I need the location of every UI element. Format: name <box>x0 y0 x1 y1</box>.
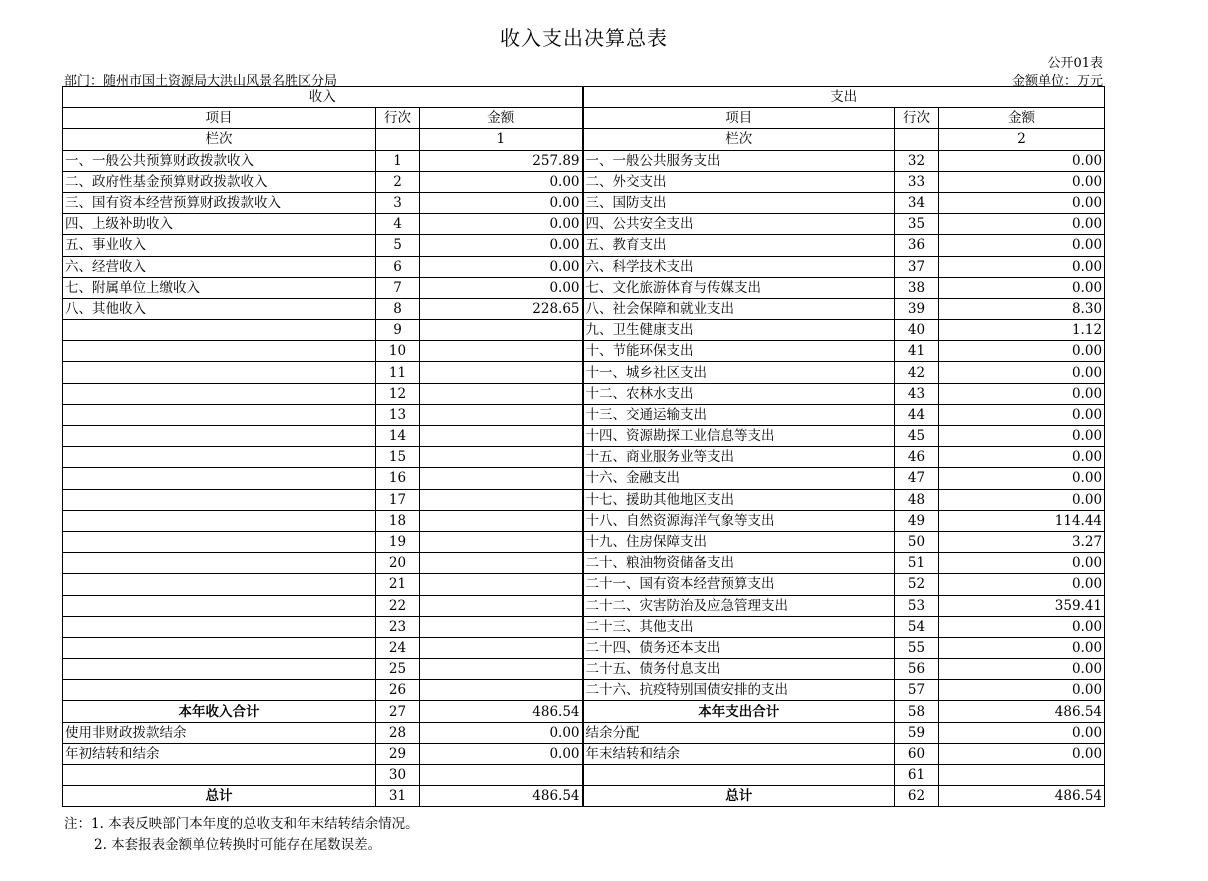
expense-item-cell: 二十三、其他支出 <box>583 616 895 637</box>
expense-item-cell: 二十二、灾害防治及应急管理支出 <box>583 595 895 616</box>
expense-amount-cell: 0.00 <box>939 680 1105 701</box>
expense-item-cell: 年末结转和结余 <box>583 743 895 764</box>
income-column-no: 1 <box>420 129 583 150</box>
expense-item-cell: 五、教育支出 <box>583 235 895 256</box>
table-row <box>63 468 1105 489</box>
expense-row-no-cell: 40 <box>895 320 939 341</box>
footnotes <box>64 814 419 856</box>
income-amount-cell: 0.00 <box>420 256 583 277</box>
expense-amount-cell: 3.27 <box>939 531 1105 552</box>
expense-item-cell: 十八、自然资源海洋气象等支出 <box>583 510 895 531</box>
income-item-cell <box>63 362 376 383</box>
expense-item-cell: 六、科学技术支出 <box>583 256 895 277</box>
expense-item-cell: 十二、农林水支出 <box>583 383 895 404</box>
income-row-no-cell: 23 <box>376 616 420 637</box>
amount-unit-label: 金额单位：万元 <box>1011 74 1103 89</box>
income-amount-cell: 0.00 <box>420 171 583 192</box>
income-row-no-cell: 15 <box>376 447 420 468</box>
expense-amount-cell: 0.00 <box>939 574 1105 595</box>
expense-row-no-cell: 49 <box>895 510 939 531</box>
expense-row-no-cell: 52 <box>895 574 939 595</box>
income-amount-cell <box>420 659 583 680</box>
table-row <box>63 298 1105 319</box>
income-row-no-cell: 27 <box>376 701 420 722</box>
income-item-cell <box>63 447 376 468</box>
expense-item-cell: 结余分配 <box>583 722 895 743</box>
income-amount-cell <box>420 404 583 425</box>
income-row-no-cell: 14 <box>376 426 420 447</box>
table-row <box>63 362 1105 383</box>
expense-section-header: 支出 <box>583 87 1105 108</box>
expense-amount-cell: 0.00 <box>939 192 1105 213</box>
income-amount-cell <box>420 468 583 489</box>
income-amount-cell <box>420 553 583 574</box>
expense-row-no-cell: 41 <box>895 341 939 362</box>
column-header-row <box>63 108 1105 129</box>
table-row <box>63 680 1105 701</box>
income-item-cell: 本年收入合计 <box>63 701 376 722</box>
table-row <box>63 341 1105 362</box>
income-amount-cell: 0.00 <box>420 722 583 743</box>
expense-row-no-cell: 55 <box>895 637 939 658</box>
income-amount-cell: 0.00 <box>420 743 583 764</box>
expense-item-cell: 十四、资源勘探工业信息等支出 <box>583 426 895 447</box>
income-amount-cell <box>420 765 583 786</box>
expense-row-no-cell: 32 <box>895 150 939 171</box>
income-item-cell <box>63 468 376 489</box>
income-row-no-cell: 16 <box>376 468 420 489</box>
expense-row-no-cell: 56 <box>895 659 939 680</box>
expense-item-cell: 二十一、国有资本经营预算支出 <box>583 574 895 595</box>
income-item-cell: 五、事业收入 <box>63 235 376 256</box>
income-item-cell <box>63 426 376 447</box>
table-row <box>63 722 1105 743</box>
income-column-no-blank <box>376 129 420 150</box>
expense-amount-cell: 0.00 <box>939 404 1105 425</box>
income-row-no-cell: 22 <box>376 595 420 616</box>
expense-row-no-cell: 59 <box>895 722 939 743</box>
income-item-cell: 一、一般公共预算财政拨款收入 <box>63 150 376 171</box>
income-column-no-label: 栏次 <box>63 129 376 150</box>
income-item-cell: 三、国有资本经营预算财政拨款收入 <box>63 192 376 213</box>
expense-row-no-cell: 61 <box>895 765 939 786</box>
expense-row-no-cell: 51 <box>895 553 939 574</box>
income-amount-cell <box>420 362 583 383</box>
expense-amount-cell: 0.00 <box>939 447 1105 468</box>
expense-item-cell: 三、国防支出 <box>583 192 895 213</box>
income-amount-cell <box>420 595 583 616</box>
report-title: 收入支出决算总表 <box>500 26 668 50</box>
income-amount-cell: 257.89 <box>420 150 583 171</box>
income-amount-cell: 0.00 <box>420 192 583 213</box>
expense-item-cell: 十七、援助其他地区支出 <box>583 489 895 510</box>
table-row <box>63 765 1105 786</box>
expense-column-no-blank <box>895 129 939 150</box>
expense-amount-cell: 0.00 <box>939 468 1105 489</box>
expense-row-no-cell: 47 <box>895 468 939 489</box>
income-row-no-header: 行次 <box>376 108 420 129</box>
table-row <box>63 404 1105 425</box>
income-row-no-cell: 20 <box>376 553 420 574</box>
income-row-no-cell: 4 <box>376 214 420 235</box>
income-item-cell <box>63 404 376 425</box>
income-item-cell <box>63 595 376 616</box>
income-amount-cell <box>420 574 583 595</box>
expense-amount-cell: 0.00 <box>939 341 1105 362</box>
expense-amount-cell: 0.00 <box>939 150 1105 171</box>
income-amount-cell: 486.54 <box>420 786 583 807</box>
table-row <box>63 447 1105 468</box>
expense-row-no-cell: 50 <box>895 531 939 552</box>
expense-item-cell: 九、卫生健康支出 <box>583 320 895 341</box>
expense-amount-cell: 0.00 <box>939 489 1105 510</box>
expense-amount-cell: 0.00 <box>939 743 1105 764</box>
income-amount-cell <box>420 637 583 658</box>
expense-row-no-cell: 33 <box>895 171 939 192</box>
table-row <box>63 616 1105 637</box>
expense-row-no-cell: 37 <box>895 256 939 277</box>
income-row-no-cell: 24 <box>376 637 420 658</box>
income-amount-cell <box>420 426 583 447</box>
income-row-no-cell: 11 <box>376 362 420 383</box>
income-row-no-cell: 7 <box>376 277 420 298</box>
expense-amount-cell: 0.00 <box>939 171 1105 192</box>
footnote-1: 注：1. 本表反映部门本年度的总收支和年末结转结余情况。 <box>64 816 419 832</box>
expense-row-no-cell: 53 <box>895 595 939 616</box>
expense-item-cell <box>583 765 895 786</box>
income-amount-cell <box>420 447 583 468</box>
expense-item-cell: 十九、住房保障支出 <box>583 531 895 552</box>
expense-item-cell: 十五、商业服务业等支出 <box>583 447 895 468</box>
income-item-cell <box>63 320 376 341</box>
expense-row-no-cell: 44 <box>895 404 939 425</box>
expense-amount-cell: 486.54 <box>939 701 1105 722</box>
expense-item-cell: 二、外交支出 <box>583 171 895 192</box>
income-row-no-cell: 5 <box>376 235 420 256</box>
income-amount-cell <box>420 489 583 510</box>
expense-item-cell: 二十六、抗疫特别国债安排的支出 <box>583 680 895 701</box>
expense-item-header: 项目 <box>583 108 895 129</box>
income-row-no-cell: 13 <box>376 404 420 425</box>
income-item-cell <box>63 531 376 552</box>
expense-row-no-cell: 48 <box>895 489 939 510</box>
income-item-cell <box>63 489 376 510</box>
income-amount-cell: 228.65 <box>420 298 583 319</box>
expense-item-cell: 十一、城乡社区支出 <box>583 362 895 383</box>
income-row-no-cell: 2 <box>376 171 420 192</box>
income-item-cell <box>63 553 376 574</box>
table-row <box>63 277 1105 298</box>
income-row-no-cell: 12 <box>376 383 420 404</box>
expense-amount-cell: 359.41 <box>939 595 1105 616</box>
income-amount-cell: 486.54 <box>420 701 583 722</box>
income-amount-cell <box>420 320 583 341</box>
income-item-cell: 四、上级补助收入 <box>63 214 376 235</box>
income-row-no-cell: 9 <box>376 320 420 341</box>
expense-row-no-cell: 45 <box>895 426 939 447</box>
income-row-no-cell: 17 <box>376 489 420 510</box>
income-row-no-cell: 21 <box>376 574 420 595</box>
expense-amount-cell: 0.00 <box>939 214 1105 235</box>
expense-amount-cell: 8.30 <box>939 298 1105 319</box>
form-number: 公开01表 <box>1047 56 1103 71</box>
table-row <box>63 637 1105 658</box>
income-item-cell: 七、附属单位上缴收入 <box>63 277 376 298</box>
income-row-no-cell: 8 <box>376 298 420 319</box>
income-item-cell: 总计 <box>63 786 376 807</box>
income-row-no-cell: 3 <box>376 192 420 213</box>
expense-item-cell: 十六、金融支出 <box>583 468 895 489</box>
table-row <box>63 659 1105 680</box>
expense-item-cell: 七、文化旅游体育与传媒支出 <box>583 277 895 298</box>
income-row-no-cell: 31 <box>376 786 420 807</box>
expense-item-cell: 十三、交通运输支出 <box>583 404 895 425</box>
income-row-no-cell: 26 <box>376 680 420 701</box>
income-item-header: 项目 <box>63 108 376 129</box>
expense-amount-cell: 114.44 <box>939 510 1105 531</box>
expense-amount-cell: 0.00 <box>939 383 1105 404</box>
expense-item-cell: 四、公共安全支出 <box>583 214 895 235</box>
section-header-row <box>63 87 1105 108</box>
income-amount-cell <box>420 531 583 552</box>
expense-row-no-cell: 46 <box>895 447 939 468</box>
expense-row-no-cell: 34 <box>895 192 939 213</box>
income-item-cell <box>63 383 376 404</box>
column-number-row <box>63 129 1105 150</box>
expense-amount-cell: 0.00 <box>939 426 1105 447</box>
expense-amount-cell: 1.12 <box>939 320 1105 341</box>
expense-row-no-cell: 35 <box>895 214 939 235</box>
expense-row-no-cell: 54 <box>895 616 939 637</box>
income-amount-cell <box>420 616 583 637</box>
income-item-cell <box>63 341 376 362</box>
income-section-header: 收入 <box>63 87 583 108</box>
table-row <box>63 531 1105 552</box>
footnote-2: 2. 本套报表金额单位转换时可能存在尾数误差。 <box>94 837 382 853</box>
expense-row-no-header: 行次 <box>895 108 939 129</box>
income-item-cell <box>63 510 376 531</box>
expense-column-no: 2 <box>939 129 1105 150</box>
expense-amount-header: 金额 <box>939 108 1105 129</box>
income-row-no-cell: 30 <box>376 765 420 786</box>
income-amount-header: 金额 <box>420 108 583 129</box>
expense-item-cell: 二十、粮油物资储备支出 <box>583 553 895 574</box>
income-item-cell: 八、其他收入 <box>63 298 376 319</box>
expense-item-cell: 二十四、债务还本支出 <box>583 637 895 658</box>
expense-row-no-cell: 42 <box>895 362 939 383</box>
expense-item-cell: 总计 <box>583 786 895 807</box>
income-row-no-cell: 18 <box>376 510 420 531</box>
table-row <box>63 192 1105 213</box>
expense-amount-cell: 0.00 <box>939 256 1105 277</box>
expense-row-no-cell: 39 <box>895 298 939 319</box>
expense-row-no-cell: 38 <box>895 277 939 298</box>
expense-amount-cell: 0.00 <box>939 637 1105 658</box>
income-item-cell <box>63 574 376 595</box>
income-amount-cell <box>420 341 583 362</box>
income-amount-cell: 0.00 <box>420 235 583 256</box>
income-row-no-cell: 28 <box>376 722 420 743</box>
table-row <box>63 786 1105 807</box>
expense-item-cell: 本年支出合计 <box>583 701 895 722</box>
expense-item-cell: 八、社会保障和就业支出 <box>583 298 895 319</box>
department-label: 部门：随州市国土资源局大洪山风景名胜区分局 <box>64 74 338 89</box>
expense-row-no-cell: 36 <box>895 235 939 256</box>
expense-item-cell: 二十五、债务付息支出 <box>583 659 895 680</box>
income-item-cell: 六、经营收入 <box>63 256 376 277</box>
expense-amount-cell: 0.00 <box>939 553 1105 574</box>
expense-amount-cell: 0.00 <box>939 277 1105 298</box>
income-item-cell <box>63 680 376 701</box>
income-row-no-cell: 1 <box>376 150 420 171</box>
expense-row-no-cell: 58 <box>895 701 939 722</box>
income-amount-cell: 0.00 <box>420 214 583 235</box>
table-row <box>63 171 1105 192</box>
table-row <box>63 489 1105 510</box>
income-item-cell <box>63 765 376 786</box>
expense-row-no-cell: 43 <box>895 383 939 404</box>
income-row-no-cell: 6 <box>376 256 420 277</box>
income-amount-cell <box>420 383 583 404</box>
income-amount-cell: 0.00 <box>420 277 583 298</box>
table-row <box>63 383 1105 404</box>
table-row <box>63 701 1105 722</box>
table-row <box>63 574 1105 595</box>
expense-amount-cell: 0.00 <box>939 235 1105 256</box>
table-row <box>63 150 1105 171</box>
expense-item-cell: 十、节能环保支出 <box>583 341 895 362</box>
expense-amount-cell: 0.00 <box>939 659 1105 680</box>
expense-amount-cell: 0.00 <box>939 722 1105 743</box>
table-row <box>63 553 1105 574</box>
income-item-cell <box>63 637 376 658</box>
table-row <box>63 595 1105 616</box>
income-item-cell: 使用非财政拨款结余 <box>63 722 376 743</box>
table-row <box>63 320 1105 341</box>
income-row-no-cell: 19 <box>376 531 420 552</box>
table-row <box>63 214 1105 235</box>
table-row <box>63 426 1105 447</box>
expense-row-no-cell: 62 <box>895 786 939 807</box>
income-item-cell <box>63 659 376 680</box>
expense-row-no-cell: 60 <box>895 743 939 764</box>
expense-amount-cell: 486.54 <box>939 786 1105 807</box>
income-row-no-cell: 29 <box>376 743 420 764</box>
table-row <box>63 743 1105 764</box>
table-row <box>63 256 1105 277</box>
expense-amount-cell: 0.00 <box>939 362 1105 383</box>
expense-column-no-label: 栏次 <box>583 129 895 150</box>
income-item-cell: 年初结转和结余 <box>63 743 376 764</box>
expense-amount-cell <box>939 765 1105 786</box>
expense-amount-cell: 0.00 <box>939 616 1105 637</box>
expense-row-no-cell: 57 <box>895 680 939 701</box>
expense-item-cell: 一、一般公共服务支出 <box>583 150 895 171</box>
income-item-cell: 二、政府性基金预算财政拨款收入 <box>63 171 376 192</box>
income-amount-cell <box>420 680 583 701</box>
table-row <box>63 235 1105 256</box>
income-row-no-cell: 10 <box>376 341 420 362</box>
income-row-no-cell: 25 <box>376 659 420 680</box>
income-item-cell <box>63 616 376 637</box>
income-expense-table <box>62 86 1105 807</box>
table-row <box>63 510 1105 531</box>
income-amount-cell <box>420 510 583 531</box>
